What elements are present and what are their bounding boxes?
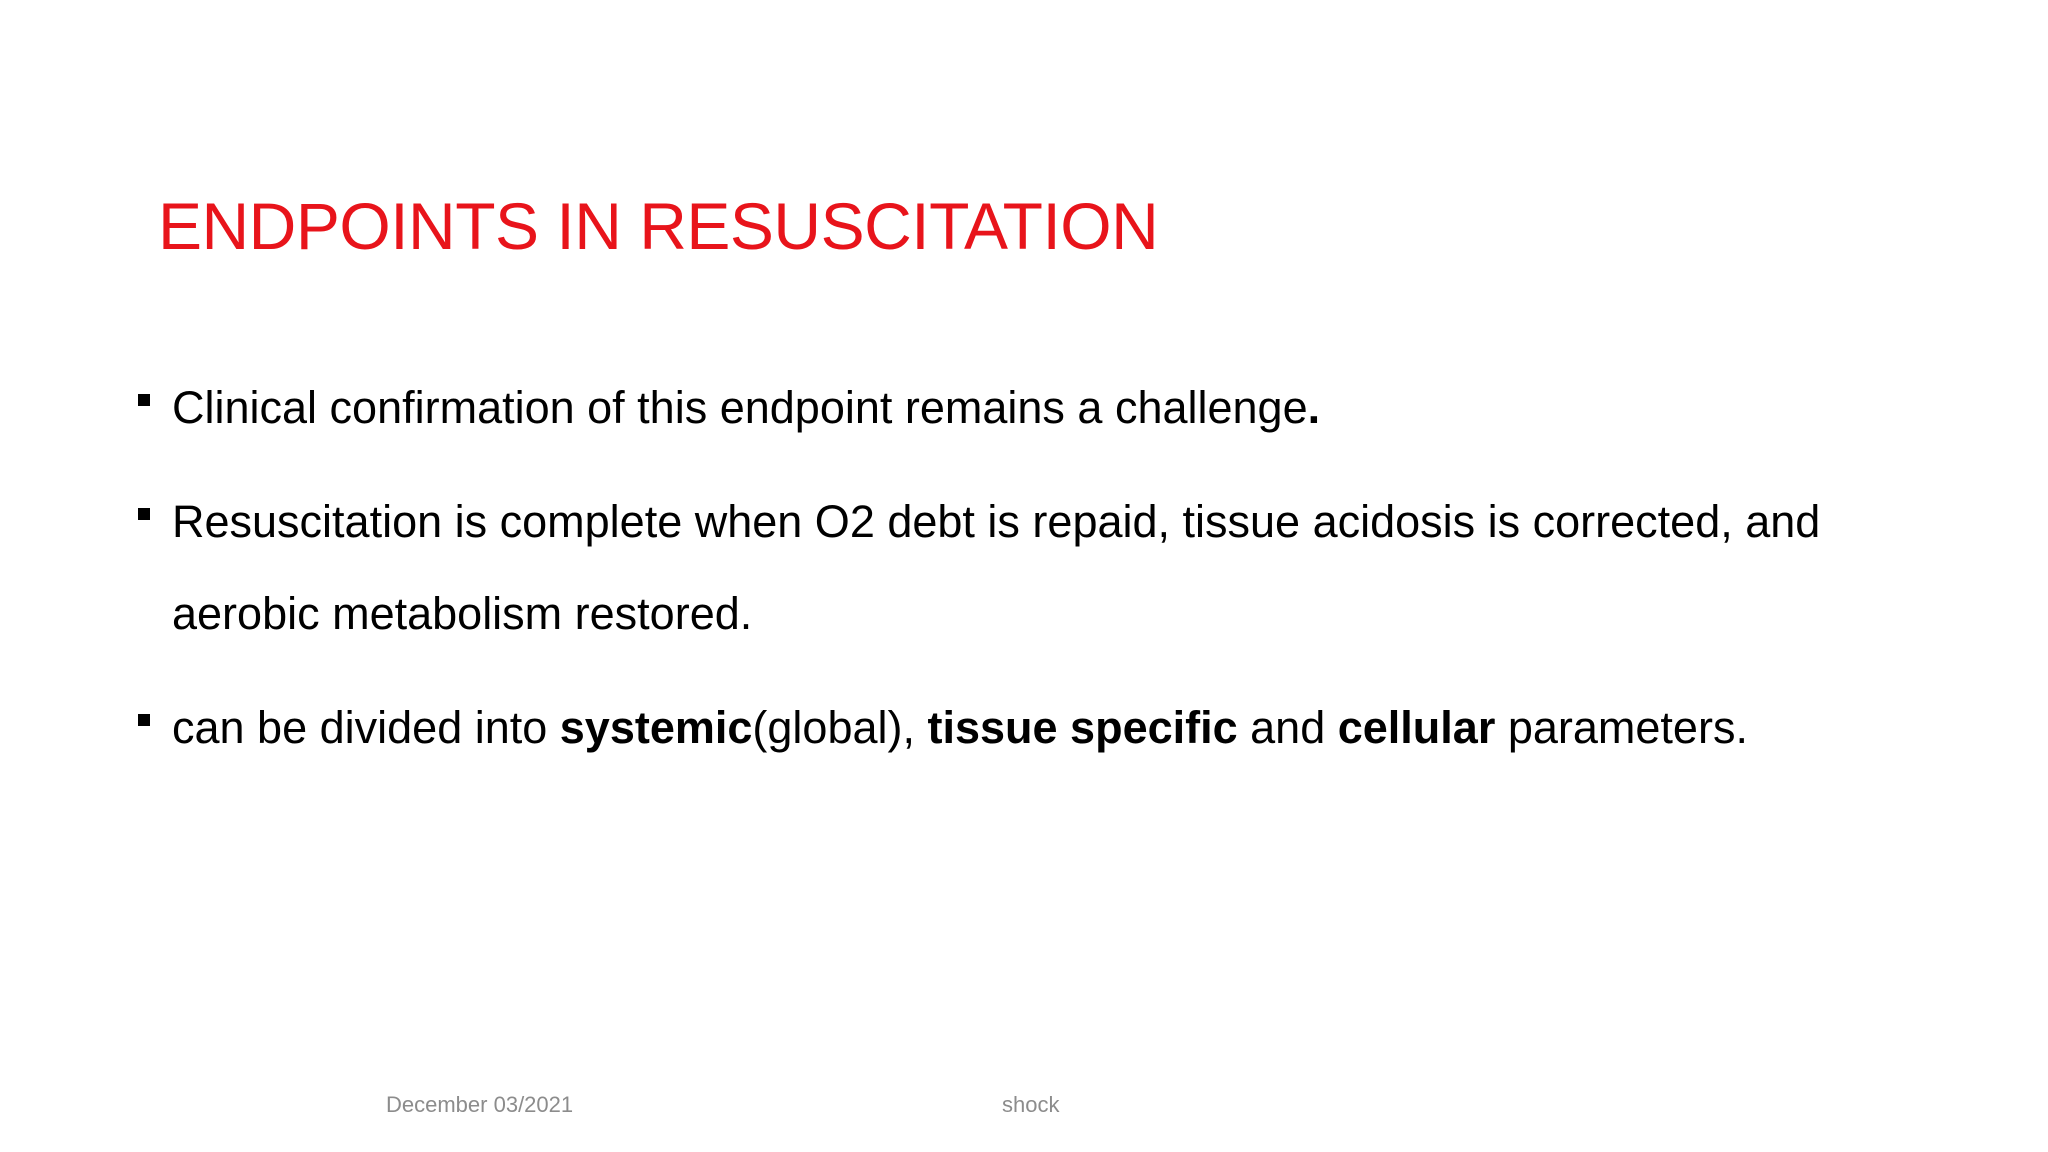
square-bullet-icon (138, 714, 150, 726)
footer-date: December 03/2021 (386, 1092, 574, 1117)
square-bullet-icon (138, 394, 150, 406)
bullet-text: Resuscitation is complete when O2 debt is repaid, tissue acidosis is corrected, and aerobic metabolism restored. (172, 496, 1821, 639)
bullet-text: and (1237, 702, 1338, 753)
bullet-text: (global), (752, 702, 928, 753)
bullet-text: parameters. (1495, 702, 1748, 753)
footer-topic: shock (1002, 1092, 1060, 1117)
bullet-list (134, 362, 1954, 796)
bullet-item (134, 476, 1954, 660)
bullet-bold-cellular: cellular (1337, 702, 1496, 753)
bullet-bold-systemic: systemic (559, 702, 753, 753)
bullet-text: can be divided into (172, 702, 560, 753)
bullet-bold-tissue-specific: tissue specific (927, 702, 1238, 753)
square-bullet-icon (138, 508, 150, 520)
slide-title: ENDPOINTS IN RESUSCITATION (158, 189, 1159, 263)
bullet-text-period: . (1307, 382, 1321, 433)
bullet-item (134, 682, 1954, 774)
bullet-item (134, 362, 1954, 454)
bullet-text: Clinical confirmation of this endpoint remains a challenge (172, 382, 1308, 433)
